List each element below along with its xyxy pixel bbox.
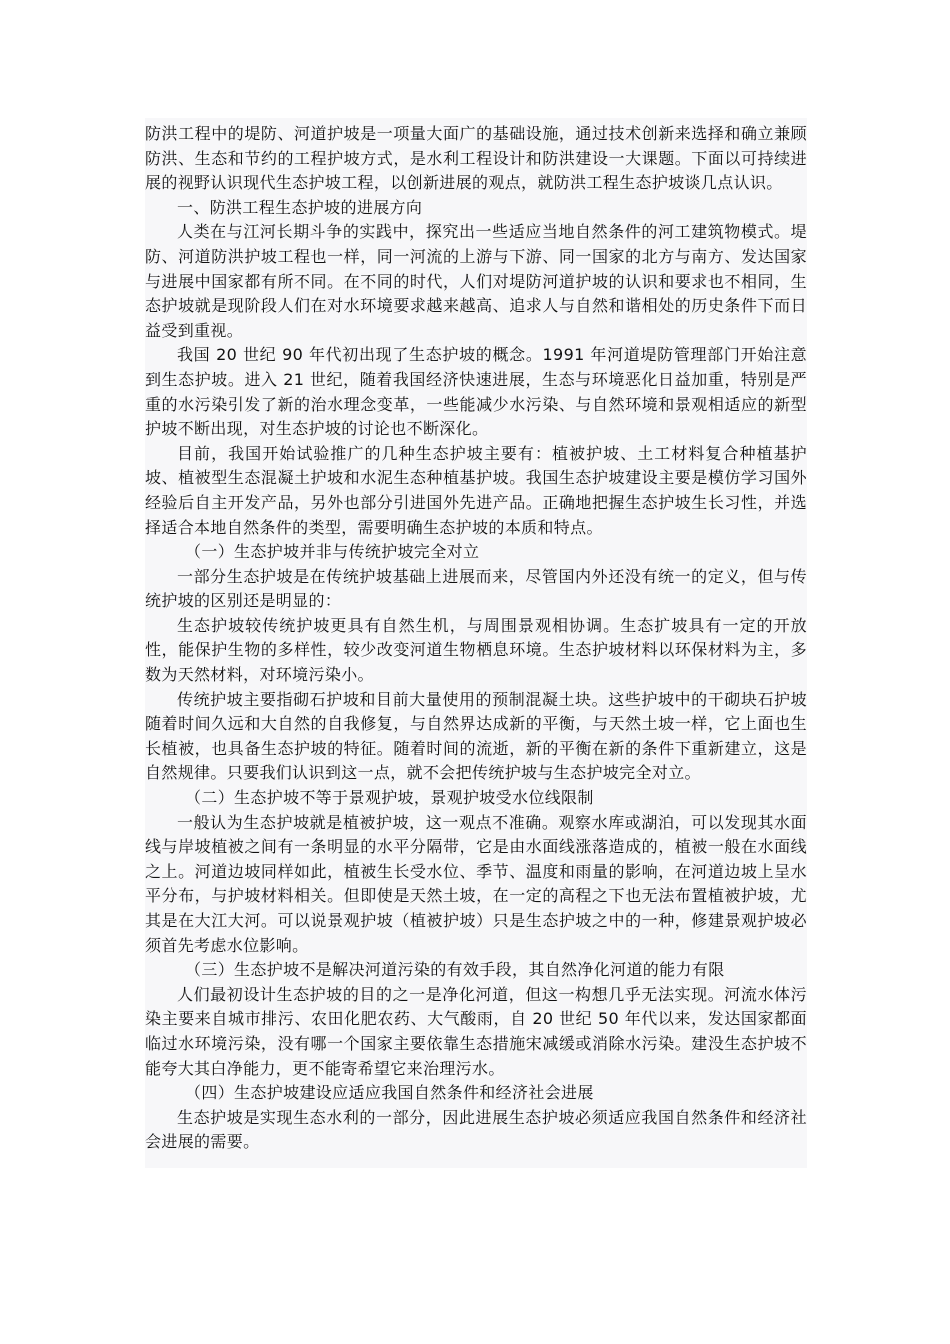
body-paragraph: 人类在与江河长期斗争的实践中，探究出一些适应当地自然条件的河工建筑物模式。堤防、河道防洪护坡工程也一样，同一河流的上游与下游、同一国家的北方与南方、发达国家与进展中国家都有所不同。在不同的时代，人们对堤防河道护坡的认识和要求也不相同，生态护坡就是现阶段人们在对水环境要求越来越高、追求人与自然和谐相处的历史条件下而日益受到重视。 [145, 222, 807, 340]
body-paragraph: 一部分生态护坡是在传统护坡基础上进展而来，尽管国内外还没有统一的定义，但与传统护坡的区别还是明显的： [145, 566, 807, 611]
document-body [145, 122, 807, 1155]
body-paragraph: 我国 20 世纪 90 年代初出现了生态护坡的概念。1991 年河道堤防管理部门开始注意到生态护坡。进入 21 世纪，随着我国经济快速进展，生态与环境恶化日益加重，特别是严重的水污染引发了新的治水理念变革，一些能减少水污染、与自然环境和景观相适应的新型护坡不断出现，对生态护坡的讨论也不断深化。 [145, 345, 807, 439]
subsection-heading-2: （二）生态护坡不等于景观护坡，景观护坡受水位线限制 [185, 788, 594, 808]
subsection-heading-3: （三）生态护坡不是解决河道污染的有效手段，其自然净化河道的能力有限 [185, 960, 725, 980]
intro-paragraph: 防洪工程中的堤防、河道护坡是一项量大面广的基础设施，通过技术创新来选择和确立兼顾防洪、生态和节约的工程护坡方式，是水利工程设计和防洪建设一大课题。下面以可持续进展的视野认识现代生态护坡工程，以创新进展的观点，就防洪工程生态护坡谈几点认识。 [145, 124, 807, 193]
body-paragraph: 传统护坡主要指砌石护坡和目前大量使用的预制混凝土块。这些护坡中的干砌块石护坡随着时间久远和大自然的自我修复，与自然界达成新的平衡，与天然土坡一样，它上面也生长植被，也具备生态护坡的特征。随着时间的流逝，新的平衡在新的条件下重新建立，这是自然规律。只要我们认识到这一点，就不会把传统护坡与生态护坡完全对立。 [145, 689, 807, 783]
section-heading-1: 一、防洪工程生态护坡的进展方向 [177, 197, 423, 217]
body-paragraph: 人们最初设计生态护坡的目的之一是净化河道，但这一构想几乎无法实现。河流水体污染主要来自城市排污、农田化肥农药、大气酸雨，自 20 世纪 50 年代以来，发达国家都面临过水环境污染，没有哪一个国家主要依靠生态措施宋减缓或消除水污染。建没生态护坡不能夸大其白净能力，更不能寄希望它来治理污水。 [145, 984, 807, 1078]
subsection-heading-1: （一）生态护坡并非与传统护坡完全对立 [185, 542, 480, 562]
body-paragraph: 目前，我国开始试验推广的几种生态护坡主要有：植被护坡、土工材料复合种植基护坡、植被型生态混凝土护坡和水泥生态种植基护坡。我国生态护坡建设主要是模仿学习国外经验后自主开发产品，另外也部分引进国外先进产品。正确地把握生态护坡生长习性，并选择适合本地自然条件的类型，需要明确生态护坡的本质和特点。 [145, 443, 807, 537]
body-paragraph: 生态护坡较传统护坡更具有自然生机，与周围景观相协调。生态扩坡具有一定的开放性，能保护生物的多样性，较少改变河道生物栖息环境。生态护坡材料以环保材料为主，多数为天然材料，对环境污染小。 [145, 615, 807, 685]
body-paragraph: 生态护坡是实现生态水利的一部分，因此进展生态护坡必须适应我国自然条件和经济社会进展的需要。 [145, 1107, 807, 1152]
subsection-heading-4: （四）生态护坡建设应适应我国自然条件和经济社会进展 [185, 1083, 594, 1103]
body-paragraph: 一般认为生态护坡就是植被护坡，这一观点不准确。观察水库或湖泊，可以发现其水面线与岸坡植被之间有一条明显的水平分隔带，它是由水面线涨落造成的，植被一般在水面线之上。河道边坡同样如此，植被生长受水位、季节、温度和雨量的影响，在河道边坡上呈水平分布，与护坡材料相关。但即使是天然土坡，在一定的高程之下也无法布置植被护坡，尤其是在大江大河。可以说景观护坡（植被护坡）只是生态护坡之中的一种，修建景观护坡必须首先考虑水位影响。 [145, 812, 807, 955]
